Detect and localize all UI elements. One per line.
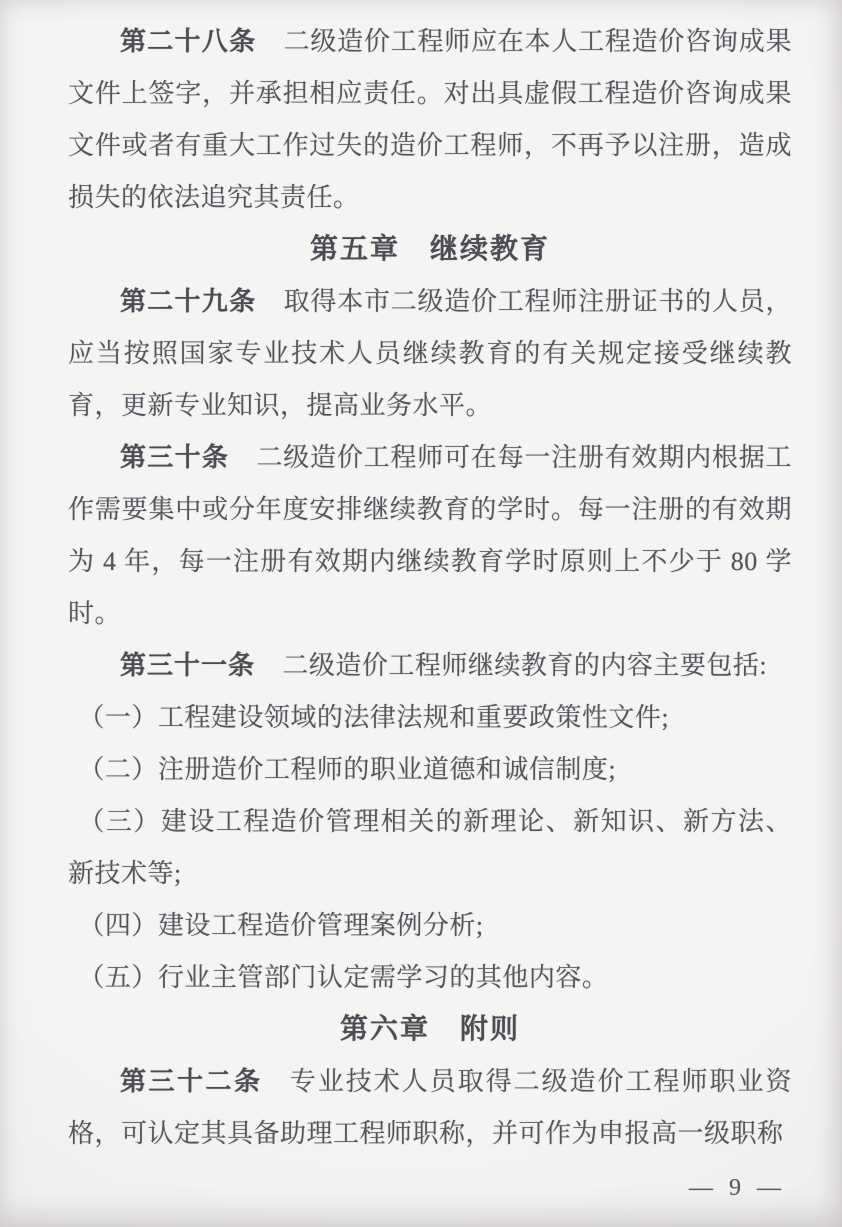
article-number-label: 第三十条	[120, 443, 230, 472]
list-item: （一）工程建设领域的法律法规和重要政策性文件;	[78, 703, 670, 732]
article-text: 二级造价工程师继续教育的内容主要包括:	[282, 651, 768, 680]
list-item: （二）注册造价工程师的职业道德和诚信制度;	[78, 755, 617, 784]
page-number: — 9 —	[689, 1175, 786, 1201]
list-item: （五）行业主管部门认定需学习的其他内容。	[78, 963, 609, 992]
list-item: （四）建设工程造价管理案例分析;	[78, 911, 484, 940]
chapter-heading: 第五章 继续教育	[309, 234, 550, 265]
paragraph	[68, 276, 792, 432]
article-text: 二级造价工程师可在每一注册有效期内根据工作需要集中或分年度安排继续教育的学时。每一注册的有效期为 4 年，每一注册有效期内继续教育学时原则上不少于 80 学时。	[68, 443, 792, 628]
paragraph	[68, 640, 792, 692]
chapter-heading: 第六章 附则	[339, 1014, 520, 1045]
article-number-label: 第二十八条	[120, 27, 257, 56]
article-text: 专业技术人员取得二级造价工程师职业资格，可认定其具备助理工程师职称，并可作为申报高一级职称	[68, 1067, 792, 1148]
list-item: （三）建设工程造价管理相关的新理论、新知识、新方法、新技术等;	[68, 807, 792, 888]
article-number-label: 第三十一条	[120, 651, 256, 680]
paragraph	[68, 16, 792, 224]
article-number-label: 第三十二条	[120, 1067, 263, 1096]
article-number-label: 第二十九条	[120, 287, 257, 316]
document-content	[68, 16, 792, 1160]
article-text: 二级造价工程师应在本人工程造价咨询成果文件上签字，并承担相应责任。对出具虚假工程造价咨询成果文件或者有重大工作过失的造价工程师，不再予以注册，造成损失的依法追究其责任。	[68, 27, 792, 212]
article-text: 取得本市二级造价工程师注册证书的人员，应当按照国家专业技术人员继续教育的有关规定接受继续教育，更新专业知识，提高业务水平。	[68, 287, 792, 420]
paragraph	[68, 1056, 792, 1160]
paragraph	[68, 432, 792, 640]
